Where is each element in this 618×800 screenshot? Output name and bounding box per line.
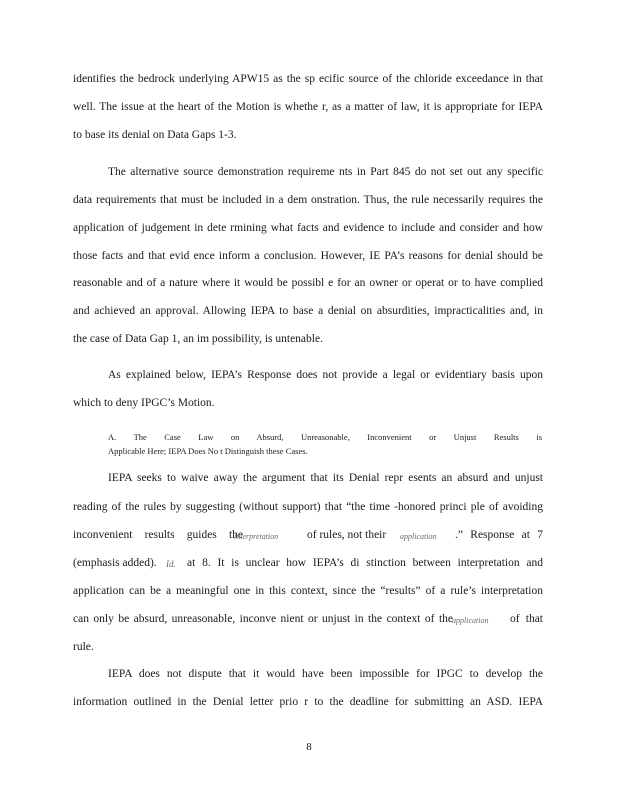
page-number: 8	[306, 741, 312, 753]
body-text: of rules, not their	[307, 529, 387, 541]
body-line: rule.	[73, 641, 94, 653]
body-line: application can be a meaningful one in this context, since the “results” of a rule’s interpretation	[73, 585, 543, 597]
italic-term: interpretation	[234, 532, 279, 541]
body-text: of that	[510, 613, 543, 625]
body-text: inconvenient results guides the	[73, 529, 243, 541]
body-line: The alternative source demonstration requireme nts in Part 845 do not set out any specific	[108, 166, 543, 178]
body-line: As explained below, IEPA’s Response does not provide a legal or evidentiary basis upon	[108, 369, 543, 381]
italic-term: application	[400, 532, 437, 541]
body-line: reading of the rules by suggesting (without support) that “the time -honored princi ple of avoiding	[73, 501, 543, 513]
body-line: those facts and that evid ence inform a conclusion. However, IE PA’s reasons for denial should be	[73, 250, 543, 262]
body-line: reasonable and of a nature where it would be possibl e for an owner or operat or to have complied	[73, 277, 543, 289]
italic-term: application	[452, 616, 489, 625]
section-heading-line: A. The Case Law on Absurd, Unreasonable, Inconvenient or Unjust Results is	[108, 432, 542, 442]
body-text: at 8. It is unclear how IEPA’s di stinction between interpretation and	[187, 557, 543, 569]
body-line: well. The issue at the heart of the Motion is whethe r, as a matter of law, it is appropriate for IEPA	[73, 101, 543, 113]
body-text: (emphasis added).	[73, 557, 157, 569]
body-line: to base its denial on Data Gaps 1-3.	[73, 129, 237, 141]
body-line: and achieved an approval. Allowing IEPA to base a denial on absurdities, impracticalities and, in	[73, 305, 543, 317]
body-text: .” Response at 7	[455, 529, 543, 541]
body-line: IEPA seeks to waive away the argument that its Denial repr esents an absurd and unjust	[108, 472, 543, 484]
body-line: IEPA does not dispute that it would have been impossible for IPGC to develop the	[108, 668, 543, 680]
body-line: application of judgement in dete rmining what facts and evidence to include and consider and how	[73, 222, 543, 234]
body-line: which to deny IPGC’s Motion.	[73, 397, 215, 409]
body-line: data requirements that must be included in a dem onstration. Thus, the rule necessarily requires the	[73, 194, 543, 206]
body-text: can only be absurd, unreasonable, inconve nient or unjust in the context of the	[73, 613, 453, 625]
body-line: information outlined in the Denial letter prio r to the deadline for submitting an ASD. IEPA	[73, 696, 543, 708]
body-line: identifies the bedrock underlying APW15 as the sp ecific source of the chloride exceedance in that	[73, 73, 543, 85]
citation-id: Id.	[166, 559, 176, 569]
body-line: the case of Data Gap 1, an im possibility, is untenable.	[73, 333, 323, 345]
section-heading-line: Applicable Here; IEPA Does No t Distinguish these Cases.	[108, 446, 308, 456]
